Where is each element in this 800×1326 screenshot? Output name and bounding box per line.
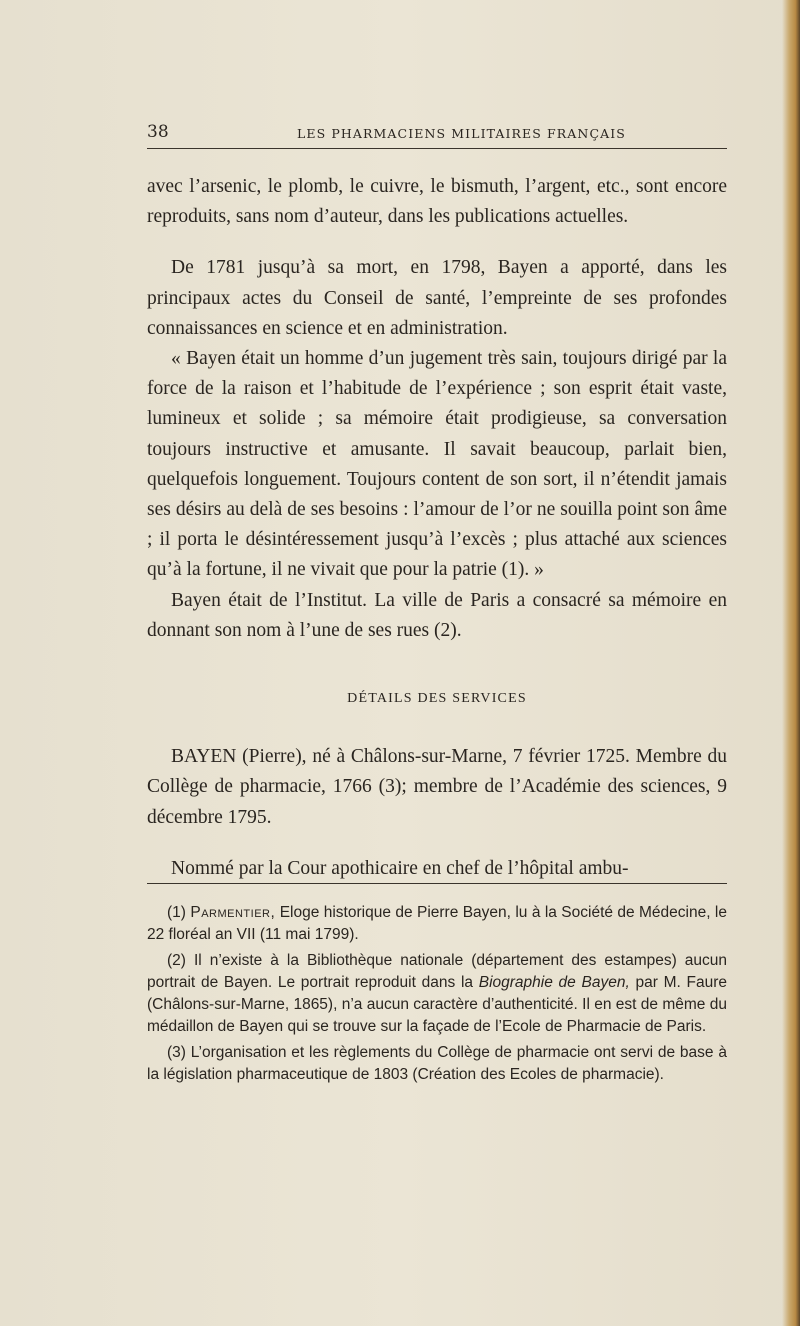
footnote-3: (3) L’organisation et les règlements du Collège de pharmacie ont servi de base à la législation pharmaceutique de 1803 (Création des Ecoles de pharmacie). <box>147 1044 727 1083</box>
paragraph-3-quote: « Bayen était un homme d’un jugement très sain, toujours dirigé par la force de la raison et l’habitude de l’expérience ; son esprit était vaste, lumineux et solide ; sa mémoire était prodigieuse, sa conversation toujours instructive et amusante. Il savait beaucoup, parlait bien, quelquefois longuement. Toujours content de son sort, il n’étendit jamais ses désirs au delà de ses besoins : l’amour de l’or ne souilla point son âme ; il porta le désintéressement jusqu’à l’excès ; plus attaché aux sciences qu’à la fortune, il ne vivait que pour la patrie (1). » <box>147 348 727 581</box>
section-title: DÉTAILS DES SERVICES <box>347 691 527 707</box>
main-text <box>147 172 727 884</box>
page-number: 38 <box>147 122 169 142</box>
paragraph-1: avec l’arsenic, le plomb, le cuivre, le bismuth, l’argent, etc., sont encore reproduits, sans nom d’auteur, dans les publications actuelles. <box>147 176 727 228</box>
footnote-2-text-b: par M. Faure (Châlons-sur-Marne, 1865), n’a aucun caractère d’authenticité. Il en est de même du médaillon de Bayen qui se trouve sur la façade de l’Ecole de Pharmacie de Paris. <box>147 974 728 1035</box>
paragraph-5: BAYEN (Pierre), né à Châlons-sur-Marne, 7 février 1725. Membre du Collège de pharmacie, 1766 (3); membre de l’Académie des sciences, 9 décembre 1795. <box>147 746 727 828</box>
footnote-1 <box>147 902 727 946</box>
footnote-1-author: Parmentier, <box>190 904 276 921</box>
footnotes <box>147 902 727 1090</box>
footnote-1-text: Eloge historique de Pierre Bayen, lu à la Société de Médecine, le 22 floréal an VII (11 mai 1799). <box>147 904 727 943</box>
page-edge-shadow <box>782 0 800 1326</box>
footnote-2-text-a: (2) Il n’existe à la Bibliothèque nationale (département des estampes) aucun portrait de Bayen. Le portrait reproduit dans la <box>147 952 727 991</box>
footnote-2-title: Biographie de Bayen, <box>478 974 630 991</box>
footnote-2 <box>147 950 727 1038</box>
paragraph-4: Bayen était de l’Institut. La ville de Paris a consacré sa mémoire en donnant son nom à l’une de ses rues (2). <box>147 589 727 641</box>
footnote-divider <box>147 883 727 884</box>
page-header <box>147 118 727 149</box>
paragraph-2: De 1781 jusqu’à sa mort, en 1798, Bayen a apporté, dans les principaux actes du Conseil de santé, l’empreinte de ses profondes connaissances en science et en administration. <box>147 257 727 339</box>
running-head: LES PHARMACIENS MILITAIRES FRANÇAIS <box>297 126 626 141</box>
paragraph-6: Nommé par la Cour apothicaire en chef de l’hôpital ambu- <box>171 857 629 879</box>
footnote-1-number: (1) <box>167 904 186 921</box>
